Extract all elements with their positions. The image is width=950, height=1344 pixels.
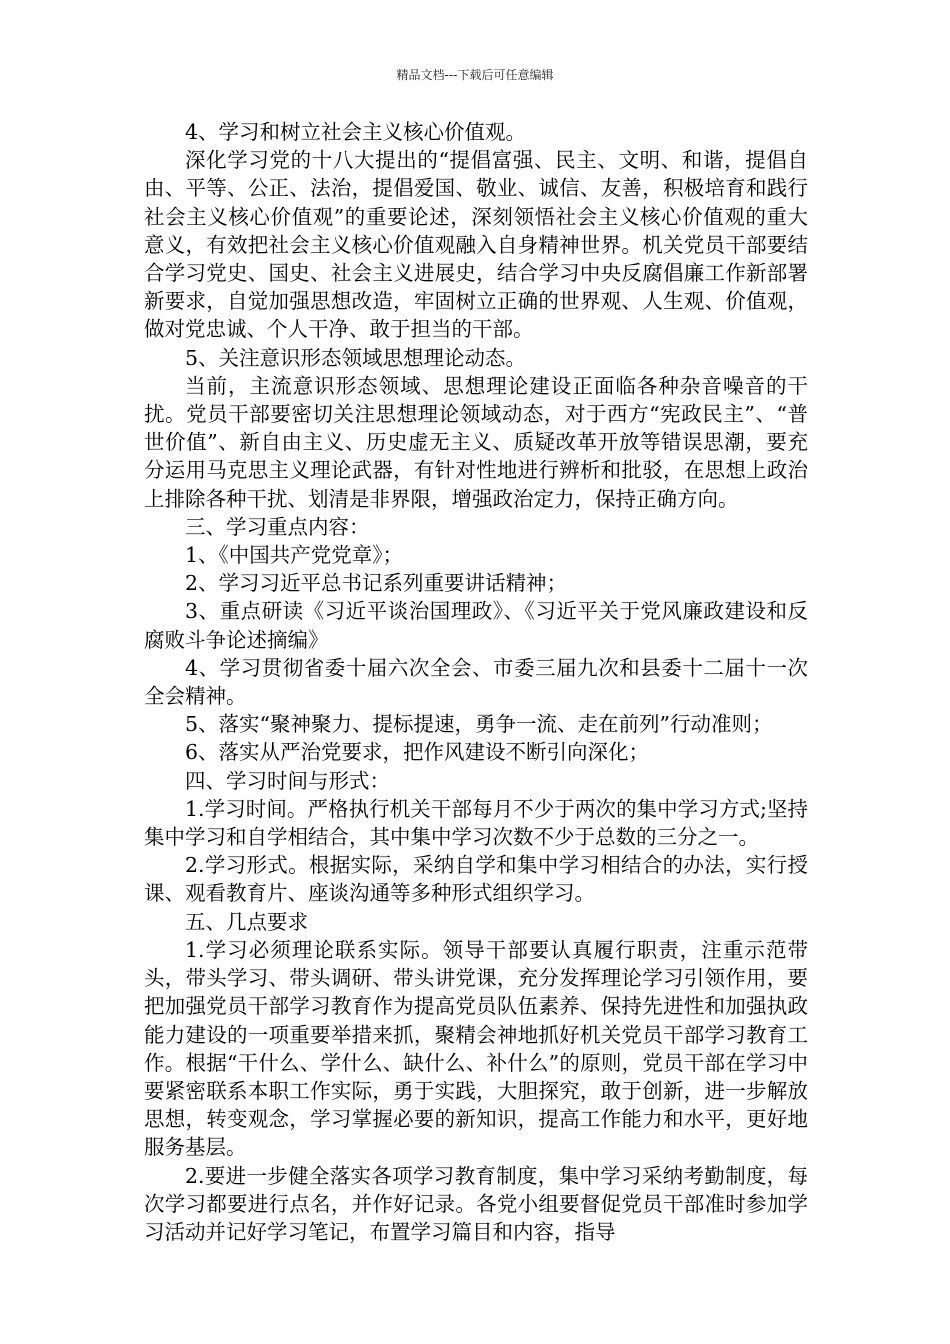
paragraph: 1.学习必须理论联系实际。领导干部要认真履行职责，注重示范带头，带头学习、带头调研、带头讲党课，充分发挥理论学习引领作用，要把加强党员干部学习教育作为提高党员队伍素养、保持先进性和加强执政能力建设的一项重要举措来抓，聚精会神地抓好机关党员干部学习教育工作。根据“干什么、学什么、缺什么、补什么”的原则，党员干部在学习中要紧密联系本职工作实际，勇于实践，大胆探究，敢于创新，进一步解放思想，转变观念，学习掌握必要的新知识，提高工作能力和水平，更好地服务基层。	[144, 937, 808, 1160]
section-heading: 五、几点要求	[185, 909, 308, 934]
paragraph: 2.要进一步健全落实各项学习教育制度，集中学习采纳考勤制度，每次学习都要进行点名，并作好记录。各党小组要督促党员干部准时参加学习活动并记好学习笔记，布置学习篇目和内容，指导	[144, 1163, 808, 1244]
list-item: 2、学习习近平总书记系列重要讲话精神；	[185, 571, 568, 596]
list-item: 5、落实“聚神聚力、提标提速，勇争一流、走在前列”行动准则；	[185, 712, 773, 737]
paragraph: 2.学习形式。根据实际，采纳自学和集中学习相结合的办法，实行授课、观看教育片、座谈沟通等多种形式组织学习。	[144, 853, 808, 906]
list-item: 6、落实从严治党要求，把作风建设不断引向深化；	[185, 740, 650, 765]
section-heading: 四、学习时间与形式：	[185, 768, 390, 793]
list-item: 3、重点研读《习近平谈治国理政》、《习近平关于党风廉政建设和反腐败斗争论述摘编》	[144, 599, 808, 652]
list-item: 1、《中国共产党党章》；	[185, 543, 404, 568]
paragraph: 5、关注意识形态领域思想理论动态。	[185, 345, 527, 370]
document-body	[144, 118, 808, 1246]
page-header: 精品文档---下载后可任意编辑	[396, 68, 554, 82]
paragraph: 当前，主流意识形态领域、思想理论建设正面临各种杂音噪音的干扰。党员干部要密切关注思想理论领域动态，对于西方“宪政民主”、“普世价值”、新自由主义、历史虚无主义、质疑改革开放等错误思潮，要充分运用马克思主义理论武器，有针对性地进行辨析和批驳，在思想上政治上排除各种干扰、划清是非界限，增强政治定力，保持正确方向。	[144, 373, 808, 511]
paragraph: 深化学习党的十八大提出的“提倡富强、民主、文明、和谐，提倡自由、平等、公正、法治，提倡爱国、敬业、诚信、友善，积极培育和践行社会主义核心价值观”的重要论述，深刻领悟社会主义核心价值观的重大意义，有效把社会主义核心价值观融入自身精神世界。机关党员干部要结合学习党史、国史、社会主义进展史，结合学习中央反腐倡廉工作新部署新要求，自觉加强思想改造，牢固树立正确的世界观、人生观、价值观，做对党忠诚、个人干净、敢于担当的干部。	[144, 148, 808, 342]
section-heading: 三、学习重点内容：	[185, 514, 370, 539]
list-item: 4、学习贯彻省委十届六次全会、市委三届九次和县委十二届十一次全会精神。	[144, 655, 808, 709]
paragraph: 1.学习时间。严格执行机关干部每月不少于两次的集中学习方式;坚持集中学习和自学相结合，其中集中学习次数不少于总数的三分之一。	[144, 796, 808, 850]
paragraph: 4、学习和树立社会主义核心价值观。	[185, 120, 527, 144]
